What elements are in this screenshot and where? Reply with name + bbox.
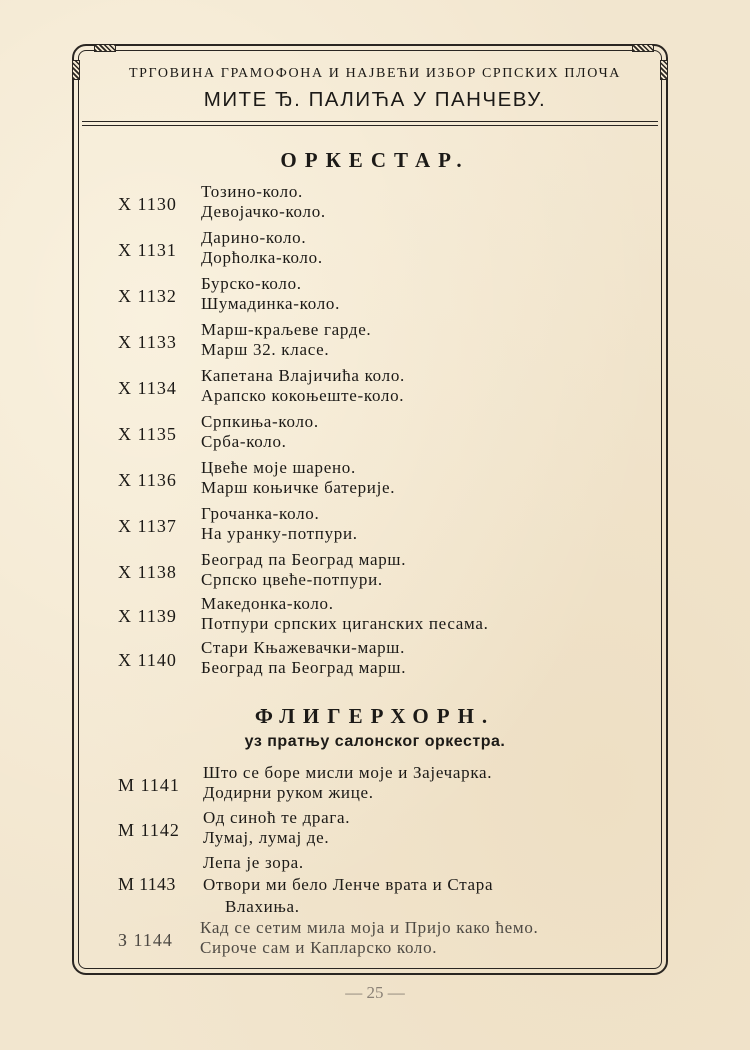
section-subtitle: уз пратњу салонског оркестра. bbox=[244, 733, 506, 750]
record-title: Што се боре мисли моје и Зајечарка. bbox=[203, 763, 493, 782]
record-title: Арапско кокоњеште-коло. bbox=[201, 386, 405, 405]
record-title: Сироче сам и Капларско коло. bbox=[200, 938, 438, 957]
record-titles bbox=[201, 550, 406, 590]
page-number: — 25 — bbox=[345, 983, 405, 1002]
record-title: Додирни руком жице. bbox=[203, 783, 374, 802]
record-titles bbox=[200, 918, 539, 958]
record-code: З 1144 bbox=[118, 930, 173, 950]
record-title: Српско цвеће-потпури. bbox=[201, 570, 383, 589]
record-titles bbox=[201, 366, 405, 406]
record-title: Тозино-коло. bbox=[201, 182, 303, 201]
record-title: Срба-коло. bbox=[201, 432, 287, 451]
store-tagline: ТРГОВИНА ГРАМОФОНА И НАЈВЕЋИ ИЗБОР СРПСКИХ ПЛОЧА bbox=[129, 66, 621, 81]
record-title: Капетана Влајичића коло. bbox=[201, 366, 405, 385]
record-titles bbox=[201, 638, 406, 678]
record-titles bbox=[201, 228, 323, 268]
record-code: Х 1134 bbox=[118, 378, 177, 398]
record-title: Српкиња-коло. bbox=[201, 412, 319, 431]
record-titles bbox=[201, 594, 489, 634]
record-title: Од синоћ те драга. bbox=[203, 808, 351, 827]
record-titles bbox=[203, 763, 492, 803]
record-code: Х 1132 bbox=[118, 286, 177, 306]
record-titles bbox=[201, 274, 340, 314]
record-title: Бурско-коло. bbox=[201, 274, 302, 293]
record-title: Дорћолка-коло. bbox=[201, 248, 323, 267]
record-title: Марш-краљеве гарде. bbox=[201, 320, 372, 339]
section-title-orchestra: ОРКЕСТАР. bbox=[280, 148, 470, 172]
record-code: Х 1138 bbox=[118, 562, 177, 582]
record-title: Потпури српских циганских песама. bbox=[201, 614, 489, 633]
record-code: Х 1131 bbox=[118, 240, 177, 260]
record-code: Х 1136 bbox=[118, 470, 177, 490]
record-title: Цвеће моје шарено. bbox=[201, 458, 356, 477]
record-title: Девојачко-коло. bbox=[201, 202, 326, 221]
record-title: Шумадинка-коло. bbox=[201, 294, 341, 313]
record-title: На уранку-потпури. bbox=[201, 524, 358, 543]
record-title: Београд па Београд марш. bbox=[201, 550, 407, 569]
record-titles bbox=[201, 412, 319, 452]
record-title: Влахиња. bbox=[225, 897, 300, 916]
record-titles bbox=[201, 182, 326, 222]
frame-ornament-top-left bbox=[94, 44, 116, 52]
record-title: Београд па Београд марш. bbox=[201, 658, 407, 677]
record-code: Х 1140 bbox=[118, 650, 177, 670]
store-owner-title: МИТЕ Ђ. ПАЛИЋА У ПАНЧЕВУ. bbox=[203, 88, 547, 111]
record-code: Х 1139 bbox=[118, 606, 177, 626]
record-code: Х 1133 bbox=[118, 332, 177, 352]
record-code: М 1141 bbox=[118, 775, 180, 795]
record-code: М 1143 bbox=[118, 874, 176, 894]
record-title: Марш 32. класе. bbox=[201, 340, 330, 359]
record-title: Лепа је зора. bbox=[203, 853, 304, 872]
record-titles bbox=[201, 458, 395, 498]
record-title: Марш коњичке батерије. bbox=[201, 478, 396, 497]
record-title: Македонка-коло. bbox=[201, 594, 334, 613]
record-titles bbox=[201, 320, 371, 360]
record-title: Лумај, лумај де. bbox=[203, 828, 330, 847]
record-code: Х 1130 bbox=[118, 194, 177, 214]
record-title: Отвори ми бело Ленче врата и Стара bbox=[203, 875, 494, 894]
record-titles bbox=[203, 808, 350, 848]
header-divider bbox=[82, 121, 658, 126]
record-title: Стари Књажевачки-марш. bbox=[201, 638, 406, 657]
section-title-flugelhorn: ФЛИГЕРХОРН. bbox=[254, 704, 496, 728]
record-code: Х 1137 bbox=[118, 516, 177, 536]
record-titles bbox=[201, 504, 358, 544]
record-code: Х 1135 bbox=[118, 424, 177, 444]
record-code: М 1142 bbox=[118, 820, 180, 840]
frame-ornament-top-right bbox=[632, 44, 654, 52]
record-title: Грочанка-коло. bbox=[201, 504, 320, 523]
record-title: Дарино-коло. bbox=[201, 228, 307, 247]
record-title: Кад се сетим мила моја и Пријо како ћемо. bbox=[200, 918, 539, 937]
record-titles bbox=[203, 852, 493, 918]
